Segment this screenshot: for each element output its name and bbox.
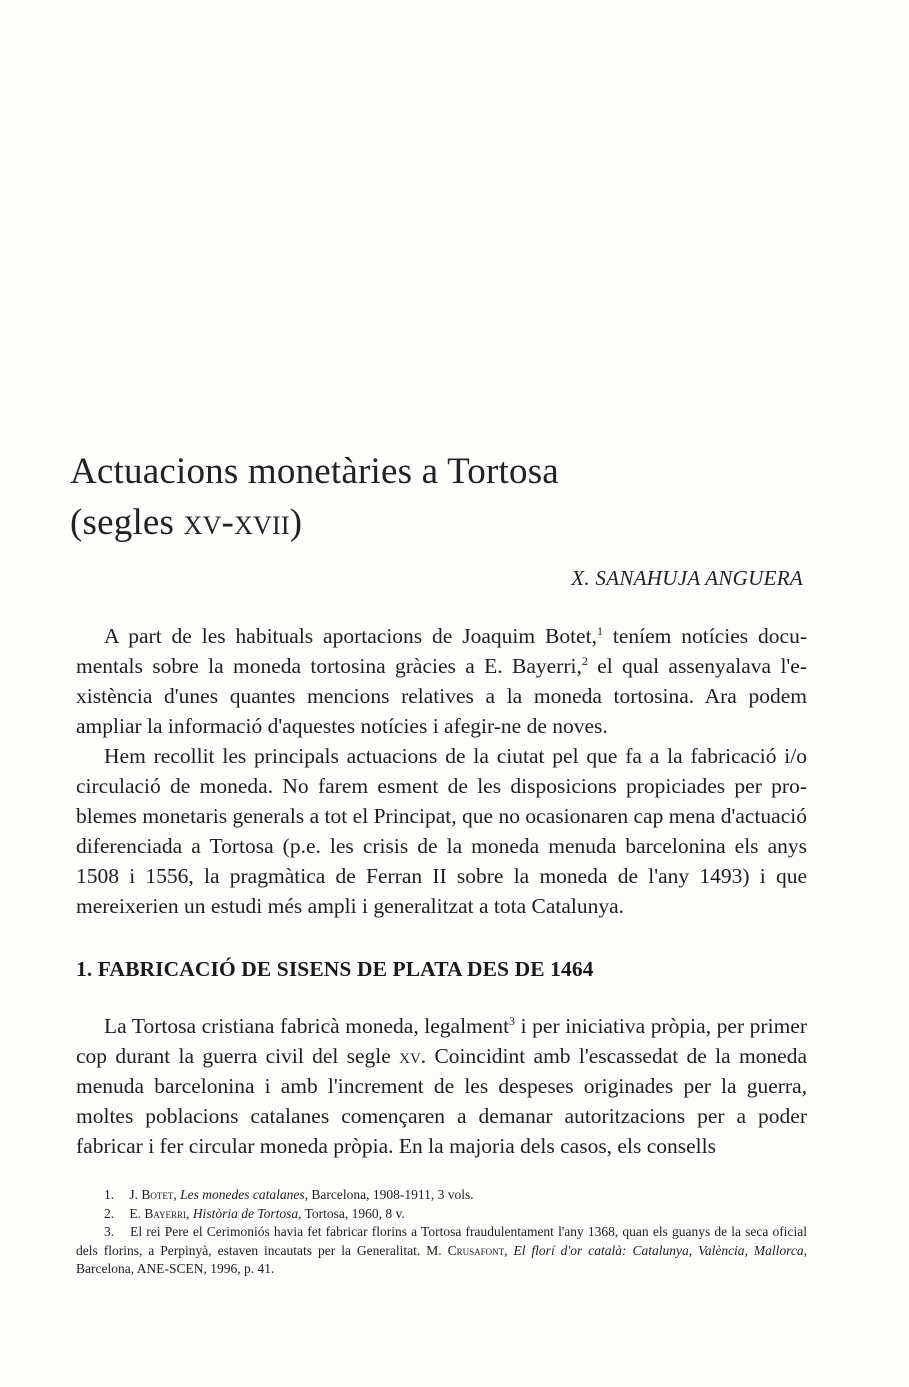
- intro-paragraph-2: Hem recollit les principals actuacions de la ciutat pel que fa a la fabricació i/o circulació de moneda. No farem esment de les disposicions propiciades per problemes monetaris generals a tot el Principat, que no ocasionaren cap mena d'actuació diferenciada a Tortosa (p.e. les crisis de la moneda menuda barcelonina els anys 1508 i 1556, la pragmàtica de Ferran II sobre la moneda de l'any 1493) i que mereixerien un estudi més ampli i generalitzat a tota Catalunya.: [76, 744, 807, 918]
- section-1-body: [76, 1011, 807, 1161]
- footnote-number: 3.: [104, 1224, 115, 1239]
- title-line-2-prefix: (segles: [70, 502, 184, 543]
- footnote-author-initial: J.: [129, 1187, 142, 1202]
- footnote-2: [76, 1205, 807, 1224]
- footnote-details: , Tortosa, 1960, 8 v.: [298, 1205, 405, 1221]
- intro-p1-text-b: teníem notícies documentals sobre la moneda tortosina gràcies a E. Bayerri,: [76, 624, 807, 678]
- title-centuries: xv-xvii: [183, 502, 290, 543]
- footnote-work-title: El florí d'or català: Catalunya, València, Mallorca: [513, 1242, 804, 1258]
- intro-p1-text-a: A part de les habituals aportacions de Joaquim Botet,: [104, 624, 597, 648]
- footnote-details: , Barcelona, ANE-SCEN, 1996, p. 41.: [76, 1242, 808, 1276]
- footnote-author: Botet: [141, 1187, 174, 1202]
- footnote-ref-3: 3: [509, 1013, 516, 1028]
- footnote-author-initial: E.: [129, 1205, 145, 1221]
- footnotes: [76, 1186, 807, 1279]
- footnote-author: Crusafont: [447, 1242, 505, 1258]
- footnote-details: , Barcelona, 1908-1911, 3 vols.: [304, 1187, 474, 1202]
- title-line-1: Actuacions monetàries a Tortosa: [70, 451, 559, 492]
- section-p1-text-a: La Tortosa cristiana fabricà moneda, legalment: [104, 1014, 510, 1038]
- title-line-2: [70, 497, 559, 548]
- footnote-ref-2: 2: [581, 653, 588, 668]
- footnote-3: [76, 1223, 807, 1279]
- intro-paragraph-1: [76, 621, 807, 741]
- intro-p1-text-c: el qual assenyalava l'existència d'unes quantes mencions relatives a la moneda tortosina. Ara podem ampliar la informació d'aquestes notícies i afegir-ne de noves.: [76, 654, 808, 738]
- section-p1-century: xv: [399, 1044, 421, 1068]
- footnote-separator: ,: [186, 1205, 193, 1221]
- title-line-2-suffix: ): [289, 502, 303, 543]
- section-p1-text-b: i per iniciativa pròpia, per primer cop durant la guerra civil del segle: [76, 1014, 807, 1068]
- footnote-text: El rei Pere el Cerimoniós havia fet fabricar florins a Tortosa fraudulentament l'any 1368, quan els guanys de la seca oficial dels florins, a Perpinyà, estaven incautats per la Generalitat. M.: [76, 1224, 807, 1258]
- footnote-work-title: Les monedes catalanes: [180, 1187, 305, 1202]
- footnote-1: [76, 1186, 807, 1205]
- footnote-work-title: Història de Tortosa: [192, 1205, 299, 1221]
- section-p1-text-c: . Coincidint amb l'escassedat de la moneda menuda barcelonina i amb l'increment de les despeses originades per la guerra, moltes poblacions catalanes començaren a demanar autoritzacions per a poder fabricar i fer circular moneda pròpia. En la majoria dels casos, els consells: [76, 1044, 807, 1158]
- section-1-paragraph: [76, 1011, 807, 1161]
- section-heading: 1. FABRICACIÓ DE SISENS DE PLATA DES DE 1464: [76, 957, 594, 981]
- intro-section: [76, 621, 807, 921]
- footnote-ref-1: 1: [596, 623, 603, 638]
- article-title: [70, 446, 559, 548]
- footnote-number: 1.: [104, 1187, 115, 1202]
- footnote-author: Bayerri: [144, 1205, 187, 1221]
- footnote-number: 2.: [104, 1205, 115, 1221]
- footnote-separator: ,: [504, 1242, 514, 1258]
- author-name: X. SANAHUJA ANGUERA: [571, 566, 803, 590]
- footnote-separator: ,: [173, 1187, 181, 1202]
